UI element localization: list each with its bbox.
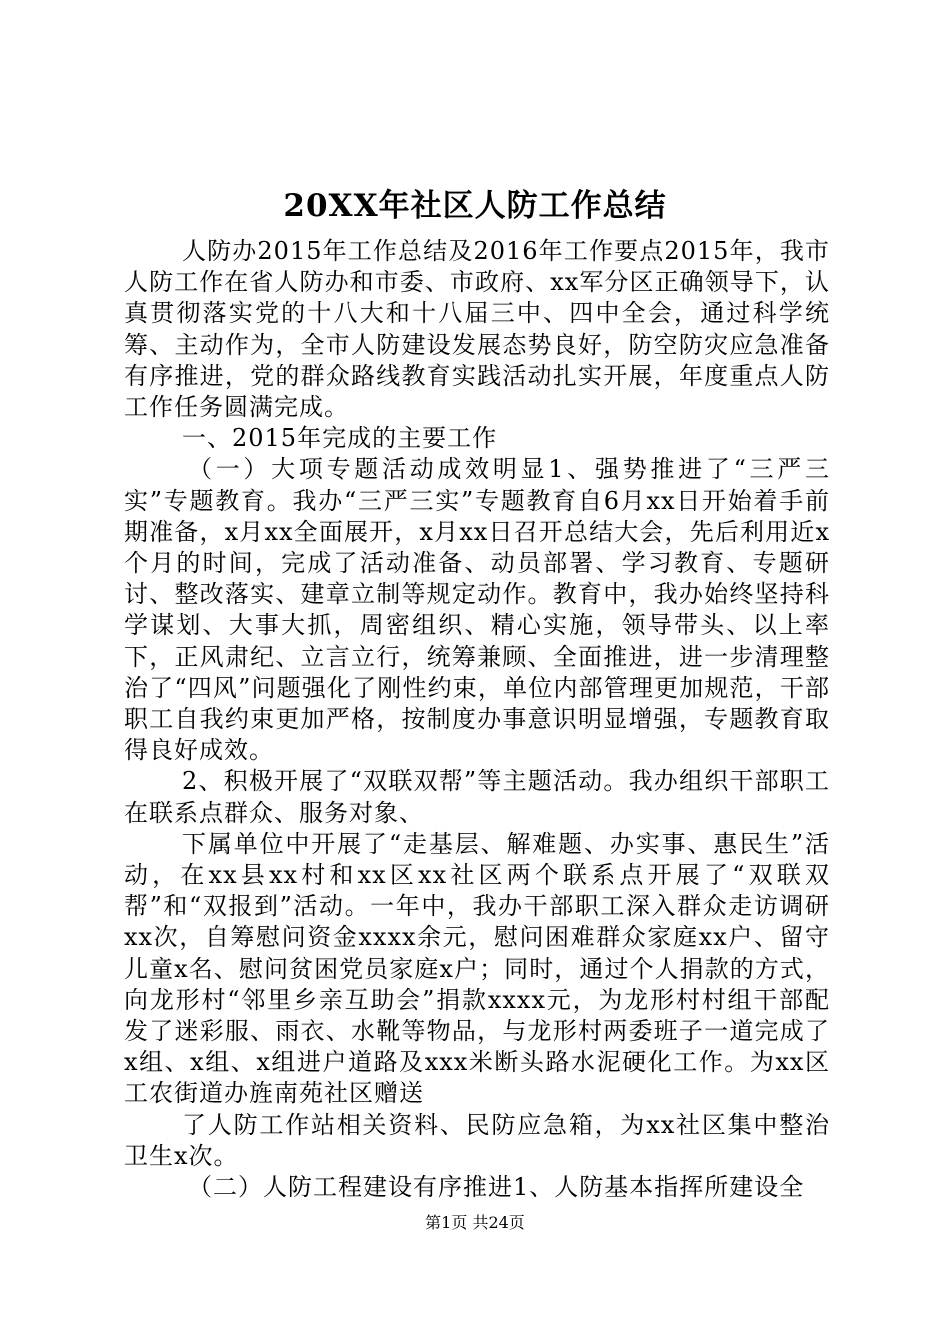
page-footer: 第1页 共24页 [425, 1213, 525, 1232]
paragraph-materials: 了人防工作站相关资料、民防应急箱，为xx社区集中整治卫生x次。 [124, 1110, 830, 1170]
paragraph-part-two: （二）人防工程建设有序推进1、人防基本指挥所建设全 [188, 1173, 805, 1202]
paragraph-intro: 人防办2015年工作总结及2016年工作要点2015年，我市人防工作在省人防办和市委、市政府、xx军分区正确领导下，认真贯彻落实党的十八大和十八届三中、四中全会，通过科学统筹、主动作为，全市人防建设发展态势良好，防空防灾应急准备有序推进，党的群众路线教育实践活动扎实开展，年度重点人防工作任务圆满完成。 [124, 237, 830, 422]
paragraph-activities: 下属单位中开展了“走基层、解难题、办实事、惠民生”活动，在xx县xx村和xx区xx社区两个联系点开展了“双联双帮”和“双报到”活动。一年中，我办干部职工深入群众走访调研xx次，自筹慰问资金xxxx余元，慰问困难群众家庭xx户、留守儿童x名、慰问贫困党员家庭x户；同时，通过个人捐款的方式，向龙形村“邻里乡亲互助会”捐款xxxx元，为龙形村村组干部配发了迷彩服、雨衣、水靴等物品，与龙形村两委班子一道完成了x组、x组、x组进户道路及xxx米断头路水泥硬化工作。为xx区工农街道办旌南苑社区赠送 [124, 829, 830, 1108]
document-title: 20XX年社区人防工作总结 [283, 188, 667, 224]
paragraph-part-one: （一）大项专题活动成效明显1、强势推进了“三严三实”专题教育。我办“三严三实”专题教育自6月xx日开始着手前期准备，x月xx全面展开，x月xx日召开总结大会，先后利用近x个月的时间，完成了活动准备、动员部署、学习教育、专题研讨、整改落实、建章立制等规定动作。教育中，我办始终坚持科学谋划、大事大抓，周密组织、精心实施，领导带头、以上率下，正风肃纪、立言立行，统筹兼顾、全面推进，进一步清理整治了“四风”问题强化了刚性约束，单位内部管理更加规范，干部职工自我约束更加严格，按制度办事意识明显增强，专题教育取得良好成效。 [124, 455, 830, 765]
document-body [124, 236, 830, 1203]
paragraph-item-two: 2、积极开展了“双联双帮”等主题活动。我办组织干部职工在联系点群众、服务对象、 [124, 767, 830, 827]
paragraph-section-heading: 一、2015年完成的主要工作 [182, 424, 498, 453]
